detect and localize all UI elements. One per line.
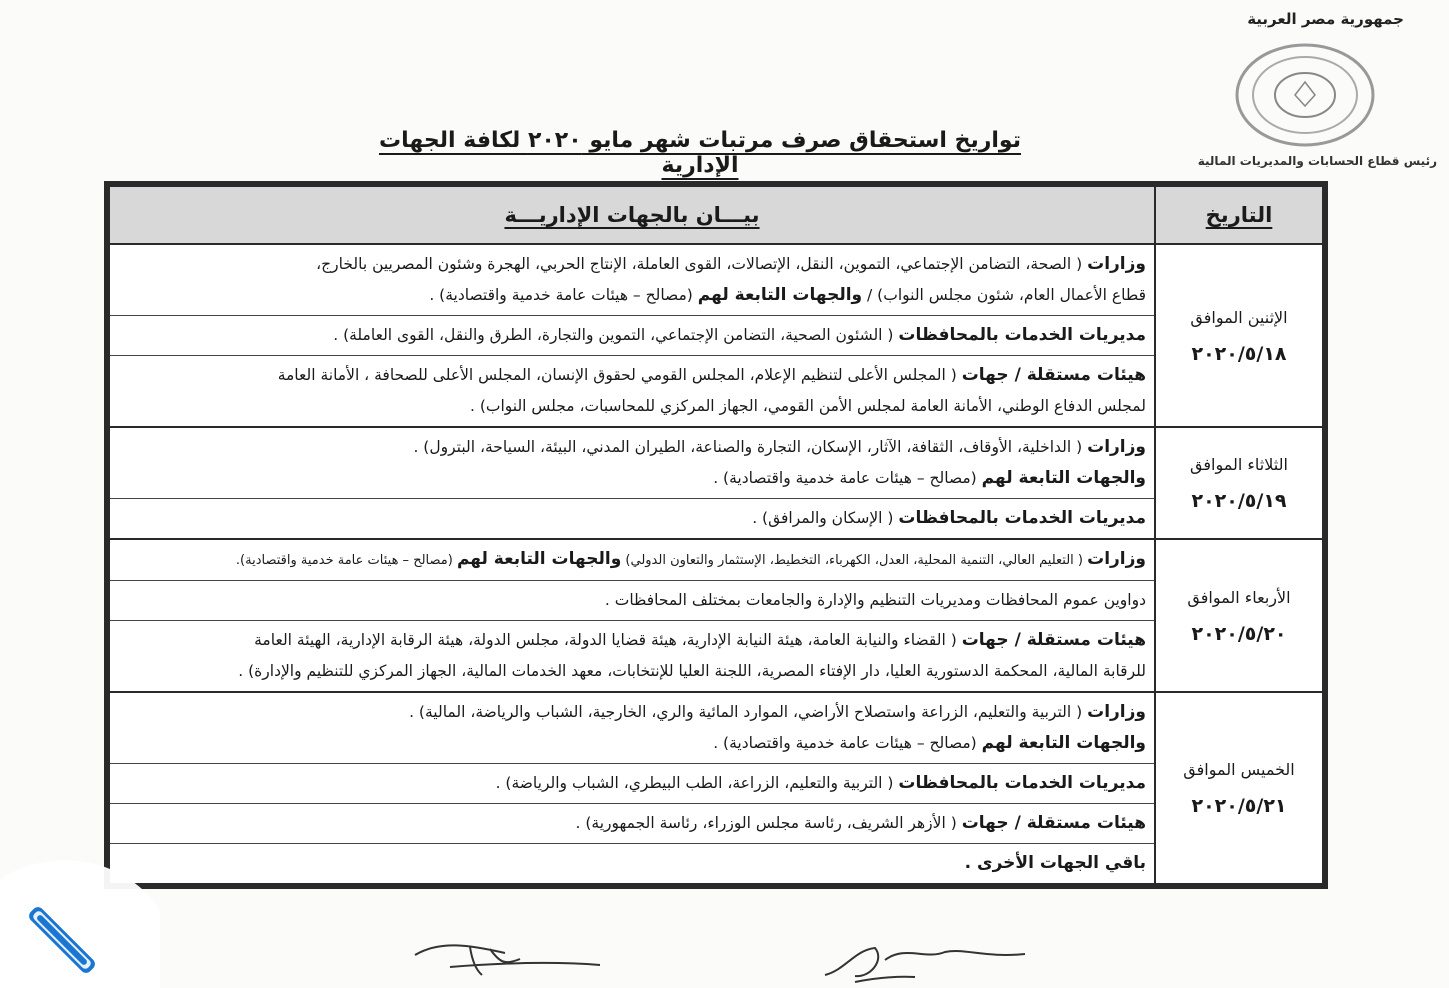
entity-group (110, 804, 1154, 844)
entity-line (118, 280, 1146, 311)
entity-line (118, 625, 1146, 656)
category-label: وزارات (1087, 254, 1146, 274)
entity-group (110, 844, 1154, 883)
entity-line (118, 768, 1146, 799)
table-row (109, 244, 1323, 427)
category-label: والجهات التابعة لهم (981, 733, 1146, 753)
entity-line (118, 503, 1146, 534)
date-cell (1155, 427, 1323, 539)
date-column-header: التاريخ (1155, 186, 1323, 244)
date-value: ٢٠٢٠/٥/٢١ (1191, 795, 1287, 817)
category-label: وزارات (1087, 437, 1146, 457)
pen-icon (0, 850, 160, 988)
entity-group (110, 245, 1154, 316)
table-row (109, 692, 1323, 884)
day-label: الخميس الموافق (1183, 760, 1295, 779)
category-label: وزارات (1087, 549, 1146, 569)
entities-column-header: بيـــان بالجهات الإداريـــة (109, 186, 1155, 244)
ministry-seal-icon (1232, 40, 1378, 150)
salary-schedule-table (104, 181, 1328, 889)
category-label: مديريات الخدمات بالمحافظات (898, 325, 1146, 345)
entity-line (118, 697, 1146, 728)
entity-line (118, 848, 1146, 879)
category-label: هيئات مستقلة / جهات (961, 365, 1146, 385)
sector-name: رئيس قطاع الحسابات والمديريات المالية (1197, 154, 1437, 168)
entity-text: ( الأزهر الشريف، رئاسة مجلس الوزراء، رئاسة الجمهورية) . (575, 814, 962, 832)
day-label: الإثنين الموافق (1190, 307, 1288, 327)
date-cell (1155, 244, 1323, 427)
entity-line (118, 808, 1146, 839)
entity-group (110, 621, 1154, 691)
entity-text: (مصالح – هيئات عامة خدمية واقتصادية) . (713, 469, 982, 487)
table-header-row (109, 186, 1323, 244)
entity-line (118, 463, 1146, 494)
entity-text: ( المجلس الأعلى لتنظيم الإعلام، المجلس القومي لحقوق الإنسان، المجلس الأعلى للصحافة ، الأمانة العامة (277, 366, 962, 384)
entity-line (118, 320, 1146, 351)
table-row (109, 539, 1323, 692)
entity-text: (مصالح – هيئات عامة خدمية واقتصادية). (235, 553, 457, 568)
entity-group (110, 499, 1154, 538)
category-label: هيئات مستقلة / جهات (961, 813, 1146, 833)
date-cell (1155, 539, 1323, 692)
date-value: ٢٠٢٠/٥/١٨ (1191, 342, 1287, 365)
entities-cell (109, 244, 1155, 427)
country-name: جمهورية مصر العربية (1247, 10, 1404, 28)
entity-line (118, 585, 1146, 616)
entities-cell (109, 427, 1155, 539)
entities-cell (109, 539, 1155, 692)
entity-text: (مصالح – هيئات عامة خدمية واقتصادية) . (713, 734, 982, 752)
entity-text: ( الشئون الصحية، التضامن الإجتماعي، التموين والتجارة، الطرق والنقل، القوى العاملة) . (333, 326, 899, 344)
entity-group (110, 540, 1154, 581)
entity-text: ( القضاء والنيابة العامة، هيئة النيابة الإدارية، هيئة قضايا الدولة، مجلس الدولة، هيئة الرقابة الإدارية، الهيئة العامة (254, 631, 962, 649)
entity-group (110, 428, 1154, 499)
entity-group (110, 316, 1154, 356)
entity-text: ( التعليم العالي، التنمية المحلية، العدل، الكهرباء، التخطيط، الإستثمار والتعاون الدولي) (621, 553, 1088, 568)
entity-text: دواوين عموم المحافظات ومديريات التنظيم والإدارة والجامعات بمختلف المحافظات . (604, 591, 1146, 609)
document-title: تواريخ استحقاق صرف مرتبات شهر مايو ٢٠٢٠ لكافة الجهات الإدارية (379, 128, 1021, 178)
signature-left-icon (410, 935, 610, 980)
entity-group (110, 693, 1154, 764)
entity-text: ( الإسكان والمرافق) . (752, 509, 899, 527)
entity-line (118, 249, 1146, 280)
category-label: والجهات التابعة لهم (456, 549, 622, 569)
day-label: الثلاثاء الموافق (1190, 455, 1288, 474)
entity-text: لمجلس الدفاع الوطني، الأمانة العامة لمجلس الأمن القومي، الجهاز المركزي للمحاسبات، مجلس النواب) . (469, 397, 1146, 415)
category-label: مديريات الخدمات بالمحافظات (898, 508, 1146, 528)
category-label: مديريات الخدمات بالمحافظات (898, 773, 1146, 793)
entity-group (110, 581, 1154, 621)
entity-line (118, 544, 1146, 576)
entity-line (118, 728, 1146, 759)
signature-right-icon (815, 930, 1035, 985)
category-label: باقي الجهات الأخرى . (964, 853, 1146, 873)
category-label: والجهات التابعة لهم (697, 285, 863, 305)
entity-text: ( الداخلية، الأوقاف، الثقافة، الآثار، الإسكان، التجارة والصناعة، الطيران المدني، البيئة، السياحة، البترول) . (413, 438, 1088, 456)
date-value: ٢٠٢٠/٥/٢٠ (1191, 622, 1287, 645)
entity-group (110, 356, 1154, 426)
entity-line (118, 391, 1146, 422)
entity-text: للرقابة المالية، المحكمة الدستورية العليا، دار الإفتاء المصرية، اللجنة العليا للإنتخابات، معهد الخدمات المالية، الجهاز المركزي للتنظيم والإدارة) . (238, 662, 1146, 680)
category-label: هيئات مستقلة / جهات (961, 630, 1146, 650)
date-cell (1155, 692, 1323, 884)
entity-line (118, 656, 1146, 687)
day-label: الأربعاء الموافق (1187, 587, 1291, 607)
table-row (109, 427, 1323, 539)
date-value: ٢٠٢٠/٥/١٩ (1191, 490, 1287, 512)
category-label: وزارات (1087, 702, 1146, 722)
entity-text: (مصالح – هيئات عامة خدمية واقتصادية) . (429, 286, 698, 304)
entity-line (118, 432, 1146, 463)
entity-group (110, 764, 1154, 804)
entity-text: ( التربية والتعليم، الزراعة، الطب البيطري، الشباب والرياضة) . (495, 774, 899, 792)
entity-line (118, 360, 1146, 391)
category-label: والجهات التابعة لهم (981, 468, 1146, 488)
entity-text: قطاع الأعمال العام، شئون مجلس النواب) / (862, 286, 1146, 304)
entity-text: ( التربية والتعليم، الزراعة واستصلاح الأراضي، الموارد المائية والري، الخارجية، الشباب والرياضة، المالية) . (409, 703, 1088, 721)
entity-text: ( الصحة، التضامن الإجتماعي، التموين، النقل، الإتصالات، القوى العاملة، الإنتاج الحربي، الهجرة وشئون المصريين بالخارج، (316, 255, 1088, 273)
entities-cell (109, 692, 1155, 884)
